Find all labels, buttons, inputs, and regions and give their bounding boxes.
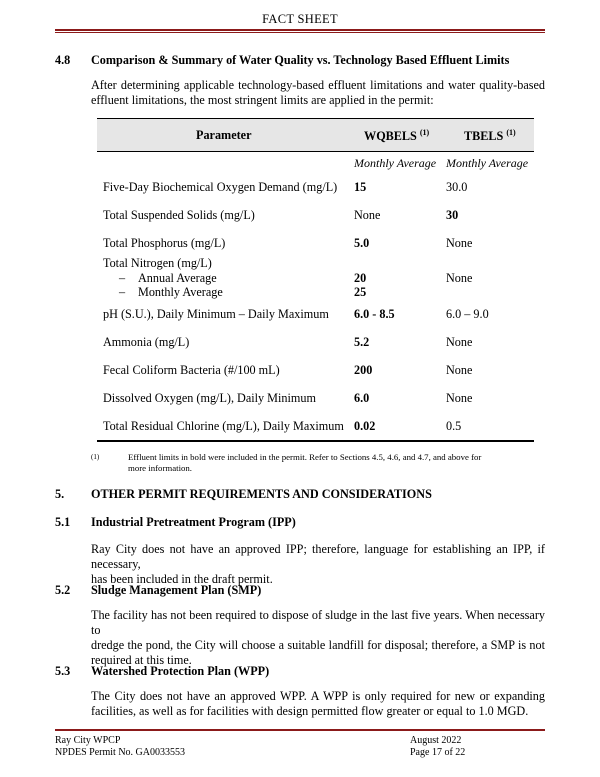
header-rule	[55, 29, 545, 31]
table-row-tbels: None	[446, 236, 473, 250]
table-row-tbels: 30.0	[446, 180, 468, 194]
table-row-subparam: Annual Average	[138, 271, 217, 285]
table-row-tbels: None	[446, 335, 473, 349]
table-row-param: pH (S.U.), Daily Minimum – Daily Maximum	[103, 307, 329, 321]
table-row-subparam: Monthly Average	[138, 285, 223, 299]
table-row-wqbels: None	[354, 208, 381, 222]
footer-right: August 2022 Page 17 of 22	[410, 735, 466, 758]
table-row-param: Ammonia (mg/L)	[103, 335, 190, 349]
page-header: FACT SHEET	[262, 12, 338, 26]
table-row-wqbels: 200	[354, 363, 373, 377]
section-intro: After determining applicable technology-based effluent limitations and water quality-based effluent limitations, the most stringent limits are applied in the permit:	[91, 78, 545, 107]
footnote-mark: (1)	[91, 453, 100, 461]
table-row-param: Fecal Coliform Bacteria (#/100 mL)	[103, 363, 280, 377]
list-dash: –	[119, 285, 126, 299]
table-row-wqbels: 20	[354, 271, 367, 285]
section-number: 4.8	[55, 53, 71, 67]
section-paragraph: The City does not have an approved WPP. A WPP is only required for new or expanding facilities, as well as for facilities with design permitted flow greater or equal to 1.0 MGD.	[91, 689, 545, 718]
column-header-tbels: TBELS $^{(1)}$	[464, 128, 516, 144]
section-title: Comparison & Summary of Water Quality vs. Technology Based Effluent Limits	[91, 53, 510, 67]
table-row-wqbels: 15	[354, 180, 367, 194]
table-row-param: Total Residual Chlorine (mg/L), Daily Maximum	[103, 419, 344, 433]
section-title: Sludge Management Plan (SMP)	[91, 583, 262, 597]
table-row-tbels: 0.5	[446, 419, 462, 433]
table-row-wqbels: 6.0	[354, 391, 370, 405]
table-row-wqbels: 6.0 - 8.5	[354, 307, 395, 321]
table-row-wqbels: 25	[354, 285, 367, 299]
section-number: 5.2	[55, 583, 71, 597]
footer-left: Ray City WPCP NPDES Permit No. GA0033553	[55, 735, 186, 758]
table-row-tbels: 6.0 – 9.0	[446, 307, 489, 321]
section-title: Industrial Pretreatment Program (IPP)	[91, 515, 296, 529]
table-row-wqbels: 0.02	[354, 419, 376, 433]
table-row-param: Five-Day Biochemical Oxygen Demand (mg/L)	[103, 180, 338, 194]
list-dash: –	[119, 271, 126, 285]
column-header-wqbels: WQBELS $^{(1)}$	[364, 128, 430, 144]
footnote-text: Effluent limits in bold were included in the permit. Refer to Sections 4.5, 4.6, and 4.7, and above for more information.	[128, 452, 482, 473]
header-rule-thin	[55, 32, 545, 33]
column-header-parameter: Parameter	[196, 128, 252, 142]
table-row-tbels: None	[446, 363, 473, 377]
subheader-wqbels: Monthly Average	[354, 156, 437, 170]
table-row-param: Total Phosphorus (mg/L)	[103, 236, 226, 250]
section-title: OTHER PERMIT REQUIREMENTS AND CONSIDERATIONS	[91, 487, 432, 501]
section-number: 5.	[55, 487, 65, 501]
table-bottom-rule	[97, 440, 534, 442]
table-row-wqbels: 5.0	[354, 236, 370, 250]
section-title: Watershed Protection Plan (WPP)	[91, 664, 270, 678]
table-row-param: Total Suspended Solids (mg/L)	[103, 208, 255, 222]
subheader-tbels: Monthly Average	[446, 156, 529, 170]
section-number: 5.1	[55, 515, 71, 529]
table-row-param: Dissolved Oxygen (mg/L), Daily Minimum	[103, 391, 316, 405]
table-row-wqbels: 5.2	[354, 335, 370, 349]
table-row-tbels: 30	[446, 208, 459, 222]
table-row-tbels: None	[446, 391, 473, 405]
section-paragraph: The facility has not been required to dispose of sludge in the last five years. When necessary to dredge the pond, the City will choose a suitable landfill for disposal; therefore, a SMP is not required at this time.	[91, 608, 545, 667]
table-row-param: Total Nitrogen (mg/L)	[103, 256, 212, 270]
table-row-tbels: None	[446, 271, 473, 285]
footer-rule	[55, 729, 545, 731]
section-number: 5.3	[55, 664, 71, 678]
section-paragraph: Ray City does not have an approved IPP; therefore, language for establishing an IPP, if necessary, has been included in the draft permit.	[91, 542, 545, 586]
